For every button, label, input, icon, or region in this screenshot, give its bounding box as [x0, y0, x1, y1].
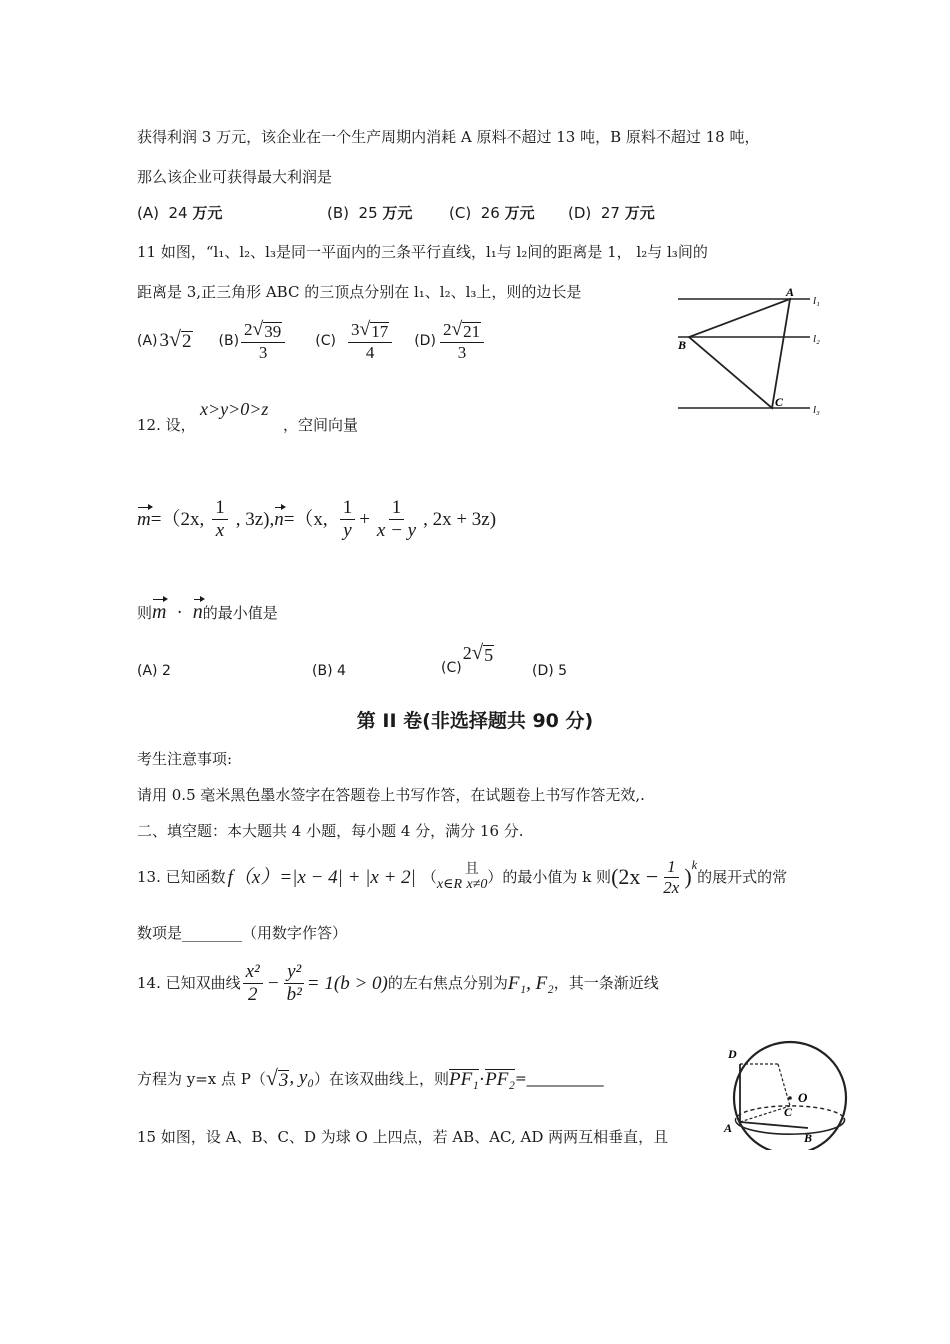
notice-title: 考生注意事项: — [137, 750, 233, 768]
segment-c-up — [778, 1064, 790, 1106]
vector-m-ref: m — [152, 601, 167, 623]
label-c: C — [775, 395, 784, 409]
label-l2: l₂ — [813, 333, 820, 345]
label-d: D — [728, 1047, 737, 1061]
q10-option-a: (A) 24 万元 — [137, 204, 223, 222]
q13-line2: 数项是________（用数字作答） — [137, 924, 348, 942]
q15-sphere-figure — [718, 1040, 858, 1150]
q13-function: f（x）=|x − 4| + |x + 2| — [227, 866, 416, 888]
q12-question: 则 m · n 的最小值是 — [137, 601, 278, 623]
q11-line2: 距离是 3,正三角形 ABC 的三顶点分别在 l₁、l₂、l₃上，则的边长是 — [137, 283, 582, 301]
label-b: B — [678, 338, 687, 352]
label-l1: l₁ — [813, 295, 820, 307]
section-title: 第 II 卷(非选择题共 90 分) — [356, 710, 594, 732]
q10-option-c: (C) 26 万元 — [449, 204, 535, 222]
label-a: A — [724, 1121, 733, 1135]
label-o: O — [798, 1090, 808, 1105]
q10-option-d: (D) 27 万元 — [568, 204, 655, 222]
q12-option-d: (D) 5 — [532, 663, 568, 679]
q11-option-d-label: (D) — [414, 332, 436, 349]
q12-option-a: (A) 2 — [137, 663, 171, 679]
q11-options — [137, 320, 486, 362]
q12-option-b: (B) 4 — [312, 663, 346, 679]
q11-line1: 11 如图，“l₁、l₂、l₃是同一平面内的三条平行直线，l₁与 l₂间的距离是 1， l₂与 l₃间的 — [137, 243, 708, 261]
q12-option-c: (C) 2 √ 5 — [441, 642, 494, 676]
q12-vectors: m =（2x, $\frac{1}{x}$ , 3z) , n =（x, $\frac{1}{y}$ + $\frac{1}{x - y}$ , 2x + 3z) — [137, 497, 497, 541]
center-o-dot — [788, 1096, 792, 1100]
fill-in-intro: 二、填空题：本大题共 4 小题，每小题 4 分，满分 16 分. — [137, 822, 524, 840]
q14-vector-pf1: PF₁ — [448, 1069, 479, 1091]
q14-point: √ 3 , y₀ — [265, 1066, 314, 1091]
q14-hyperbola: $\frac{\text{x²}}{2}$ − $\frac{\text{y²}}{\text{b²}}$ = 1(b > 0) — [241, 962, 388, 1005]
triangle-abc — [689, 299, 790, 408]
vector-n-ref: n — [192, 601, 203, 623]
q11-option-b-label: (B) — [218, 332, 240, 349]
segment-ac — [740, 1106, 790, 1122]
q11-option-d-value: 2 √ 21 3 — [440, 320, 484, 362]
q10-line1: 获得利润 3 万元，该企业在一个生产周期内消耗 A 原料不超过 13 吨，B 原料不超过 18 吨， — [137, 128, 760, 146]
q12-condition: x>y>0>z — [200, 399, 269, 419]
q10-option-b: (B) 25 万元 — [327, 204, 413, 222]
q11-option-c-label: (C) — [315, 332, 336, 349]
segment-ab — [740, 1122, 808, 1128]
q11-option-a-label: (A) — [137, 332, 158, 349]
q14-line2: 方程为 y=x 点 P（ √ 3 , y₀ ）在该双曲线上，则 PF₁ · PF₂ =___________ — [137, 1066, 604, 1091]
q11-option-a-value: 3 √ 2 — [159, 327, 192, 353]
q12-suffix: ，空间向量 — [283, 416, 359, 434]
q11-option-c-value: 3 √ 17 4 — [348, 320, 392, 362]
q11-triangle-figure — [675, 285, 835, 420]
label-l3: l₃ — [813, 404, 820, 416]
vector-n: n — [274, 508, 284, 530]
q10-line2: 那么该企业可获得最大利润是 — [137, 168, 333, 186]
notice-body: 请用 0.5 毫米黑色墨水签字在答题卷上书写作答，在试题卷上书写作答无效,. — [137, 786, 645, 804]
q13-expression: (2x − $\frac{1}{2x}$ ) $^k$ — [611, 857, 698, 897]
q11-option-b-value: 2 √ 39 3 — [241, 320, 285, 362]
q14-vector-pf2: PF₂ — [485, 1069, 515, 1091]
label-c: C — [784, 1105, 793, 1119]
label-a: A — [786, 285, 795, 299]
q13-domain: 且 x∈R x≠0 — [436, 860, 488, 893]
q14-line1: 14. 已知双曲线 $\frac{\text{x²}}{2}$ − $\frac{\text{y²}}{\text{b²}}$ = 1(b > 0) 的左右焦点分别为 F₁, F₂ ，其一条渐近线 — [137, 961, 659, 1005]
q12-prefix: 12. 设， — [137, 416, 196, 434]
q14-answer-blank: =___________ — [514, 1071, 604, 1088]
label-b: B — [804, 1131, 813, 1145]
q13-line1: 13. 已知函数 f（x）=|x − 4| + |x + 2| （ 且 x∈R x≠0 ） 的最小值为 k 则 (2x − $\frac{1}{2x}$ ) $^k$ 的展开式的常 — [137, 857, 788, 897]
q14-foci: F₁, F₂ — [507, 972, 554, 994]
vector-m: m — [137, 508, 151, 530]
q15-line1: 15 如图，设 A、B、C、D 为球 O 上四点，若 AB、AC, AD 两两互相垂直，且 — [137, 1128, 669, 1146]
